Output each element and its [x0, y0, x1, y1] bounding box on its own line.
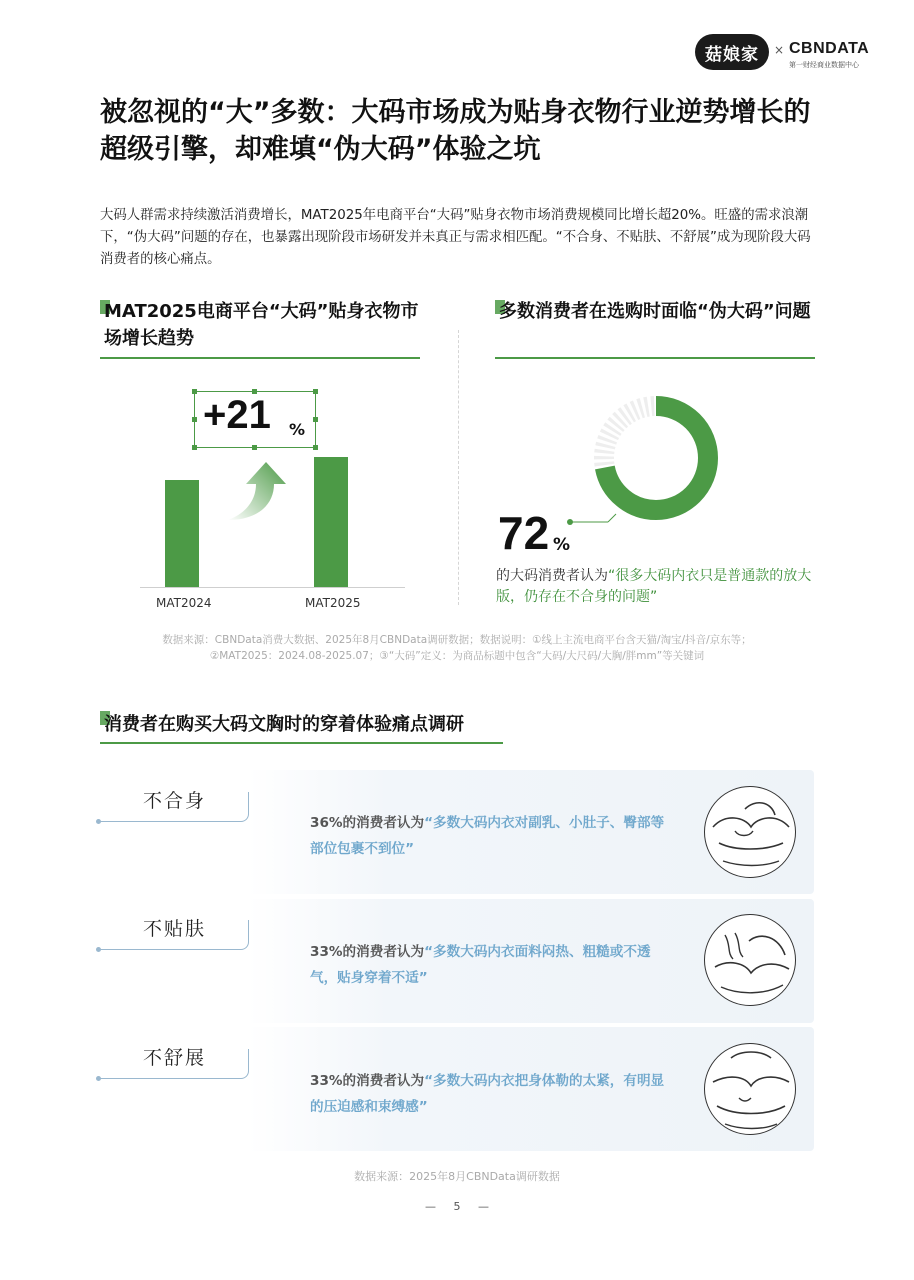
pain-dot [96, 1076, 101, 1081]
pain-stat: 33%的消费者认为 [310, 944, 425, 960]
box-handle [313, 445, 318, 450]
donut-leader-line [564, 512, 624, 526]
pain-label-fit: 不合身 [143, 790, 207, 812]
donut-description [496, 566, 816, 608]
survey-heading-underline [100, 742, 503, 744]
chart-axis [140, 587, 405, 588]
box-handle [192, 445, 197, 450]
pain-text-fit [310, 810, 670, 862]
box-handle [313, 389, 318, 394]
source-note-2: ②MAT2025：2024.08-2025.07；③“大码”定义：为商品标题中包含“大码/大尺码/大胸/胖mm”等关键词 [209, 650, 705, 662]
pain-quote: “多数大码内衣面料闷热、粗糙或不透气，贴身穿着不适” [310, 944, 651, 986]
cbndata-subtitle: 第一财经商业数据中心 [789, 61, 859, 69]
body-tight-icon [704, 1043, 796, 1135]
bar-mat2024 [165, 480, 199, 587]
box-handle [192, 417, 197, 422]
source-note-1: 数据来源：CBNData消费大数据、2025年8月CBNData调研数据；数据说明：①线上主流电商平台含天猫/淘宝/抖音/京东等； [162, 634, 752, 646]
box-handle [192, 389, 197, 394]
right-panel-heading: 多数消费者在选购时面临“伪大码”问题 [499, 301, 811, 322]
pain-label-skin: 不贴肤 [143, 918, 207, 940]
donut-value-arc [604, 406, 708, 510]
bar-mat2025 [314, 457, 348, 587]
pain-quote: “多数大码内衣对副乳、小肚子、臀部等部位包裹不到位” [310, 815, 665, 857]
right-heading-underline [495, 357, 815, 359]
panel-divider [458, 330, 459, 605]
growth-value: +21 [203, 393, 271, 437]
donut-chart [588, 390, 724, 526]
page-title: 被忽视的“大”多数：大码市场成为贴身衣物行业逆势增长的超级引擎，却难填“伪大码”体验之坑 [100, 97, 811, 165]
donut-unit: % [553, 535, 571, 555]
donut-desc-prefix: 的大码消费者认为 [496, 568, 608, 584]
pain-dot [96, 819, 101, 824]
cbndata-logo: CBNDATA [789, 40, 870, 57]
x-label-mat2025: MAT2025 [305, 596, 361, 610]
brand-separator: × [774, 43, 785, 57]
pain-quote: “多数大码内衣把身体勒的太紧，有明显的压迫感和束缚感” [310, 1073, 665, 1115]
pain-dot [96, 947, 101, 952]
body-fit-icon [704, 786, 796, 878]
x-label-mat2024: MAT2024 [156, 596, 212, 610]
pain-stat: 33%的消费者认为 [310, 1073, 425, 1089]
intro-paragraph: 大码人群需求持续激活消费增长，MAT2025年电商平台“大码”贴身衣物市场消费规模同比增长超20%。旺盛的需求浪潮下，“伪大码”问题的存在，也暴露出现阶段市场研发并未真正与需求相匹配。“不合身、不贴肤、不舒展”成为现阶段大码消费者的核心痛点。 [100, 208, 811, 267]
page-number-value: 5 [453, 1200, 461, 1213]
pain-text-tight [310, 1068, 670, 1120]
survey-heading: 消费者在购买大码文胸时的穿着体验痛点调研 [104, 714, 464, 735]
donut-value: 72 [498, 507, 550, 559]
footer-source-note: 数据来源：2025年8月CBNData调研数据 [354, 1170, 560, 1183]
brand-logo: 菇娘家 [695, 34, 769, 70]
donut-desc-quote: “很多大码内衣只是普通款的放大版，仍存在不合身的问题” [496, 568, 812, 605]
box-handle [313, 417, 318, 422]
left-heading-underline [100, 357, 420, 359]
growth-arrow-icon [222, 458, 292, 524]
body-skin-icon [704, 914, 796, 1006]
pain-stat: 36%的消费者认为 [310, 815, 425, 831]
pain-text-skin [310, 939, 670, 991]
pain-label-tight: 不舒展 [143, 1047, 207, 1069]
page-number: — 5 — [425, 1200, 489, 1213]
box-handle [252, 445, 257, 450]
left-panel-heading: MAT2025电商平台“大码”贴身衣物市场增长趋势 [104, 301, 419, 349]
growth-unit: % [289, 420, 306, 439]
